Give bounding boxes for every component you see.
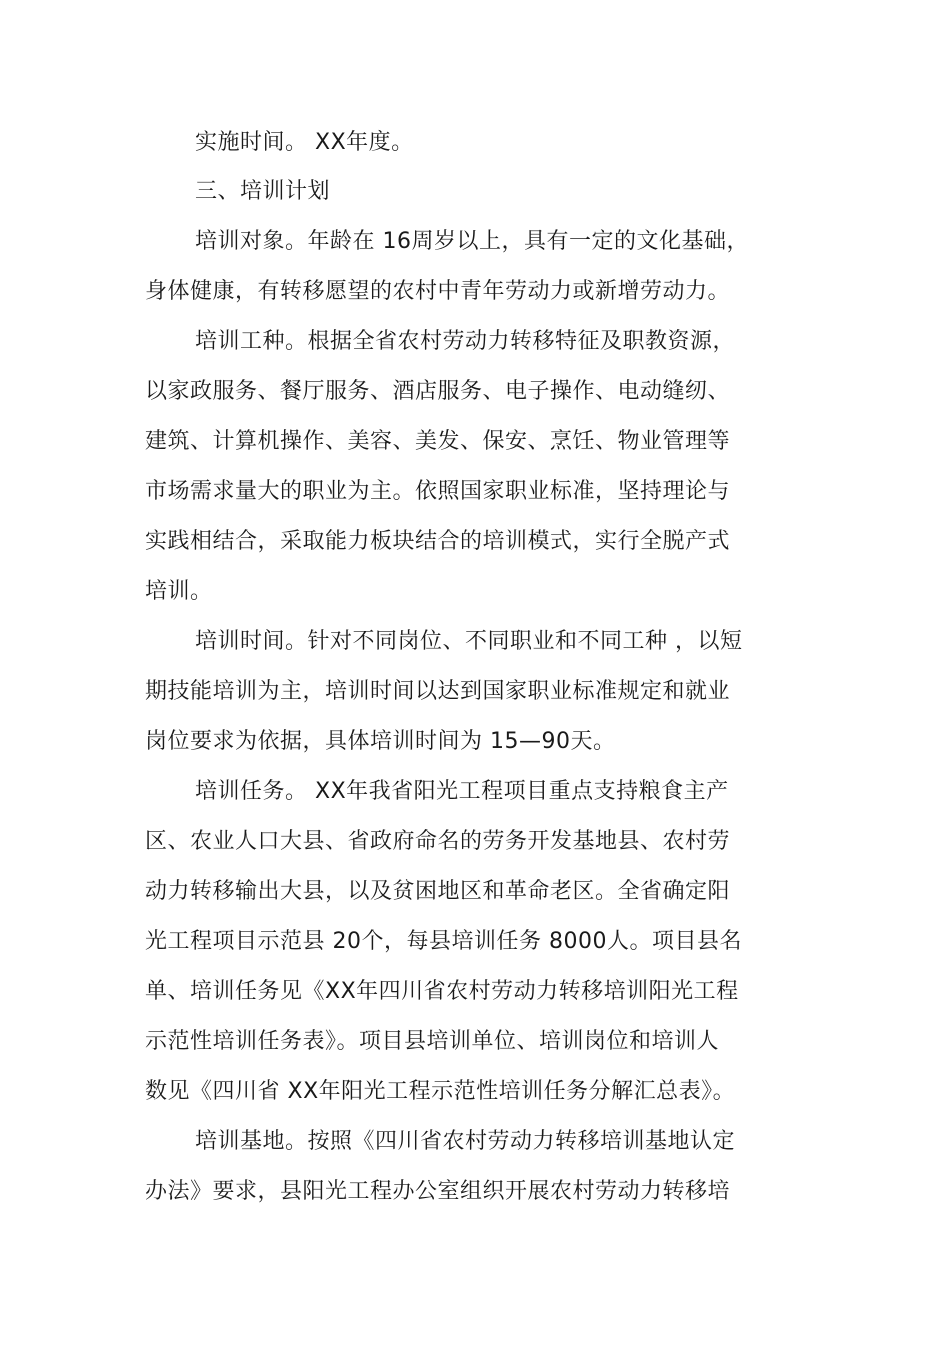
text-line: 市场需求量大的职业为主。依照国家职业标准，坚持理论与 [145,479,731,504]
text-line: 数见《四川省 XX年阳光工程示范性培训任务分解汇总表》。 [145,1079,736,1104]
text-line: 办法》要求，县阳光工程办公室组织开展农村劳动力转移培 [145,1179,731,1204]
text-line: 岗位要求为依据，具体培训时间为 15—90天。 [145,729,616,754]
text-line: 期技能培训为主，培训时间以达到国家职业标准规定和就业 [145,679,731,704]
text-line: 单、培训任务见《XX年四川省农村劳动力转移培训阳光工程 [145,979,739,1004]
text-line: 以家政服务、餐厅服务、酒店服务、电子操作、电动缝纫、 [145,379,731,404]
text-line: 培训任务。 XX年我省阳光工程项目重点支持粮食主产 [195,779,729,804]
text-line: 区、农业人口大县、省政府命名的劳务开发基地县、农村劳 [145,829,731,854]
text-line: 身体健康，有转移愿望的农村中青年劳动力或新增劳动力。 [145,279,731,304]
text-line: 培训时间。针对不同岗位、不同职业和不同工种 ，以短 [195,629,743,654]
text-line: 实施时间。 XX年度。 [195,130,414,155]
text-line: 培训对象。年龄在 16周岁以上，具有一定的文化基础， [195,229,749,254]
text-line: 实践相结合，采取能力板块结合的培训模式，实行全脱产式 [145,529,731,554]
text-line: 光工程项目示范县 20个，每县培训任务 8000人。项目县名 [145,929,742,954]
text-line: 示范性培训任务表》。项目县培训单位、培训岗位和培训人 [145,1029,720,1054]
text-line: 动力转移输出大县，以及贫困地区和革命老区。全省确定阳 [145,879,731,904]
section-heading: 三、培训计划 [195,179,331,204]
text-line: 培训工种。根据全省农村劳动力转移特征及职教资源， [195,329,736,354]
text-line: 培训基地。按照《四川省农村劳动力转移培训基地认定 [195,1129,736,1154]
text-line: 建筑、计算机操作、美容、美发、保安、烹饪、物业管理等 [145,429,731,454]
text-line: 培训。 [145,579,213,604]
